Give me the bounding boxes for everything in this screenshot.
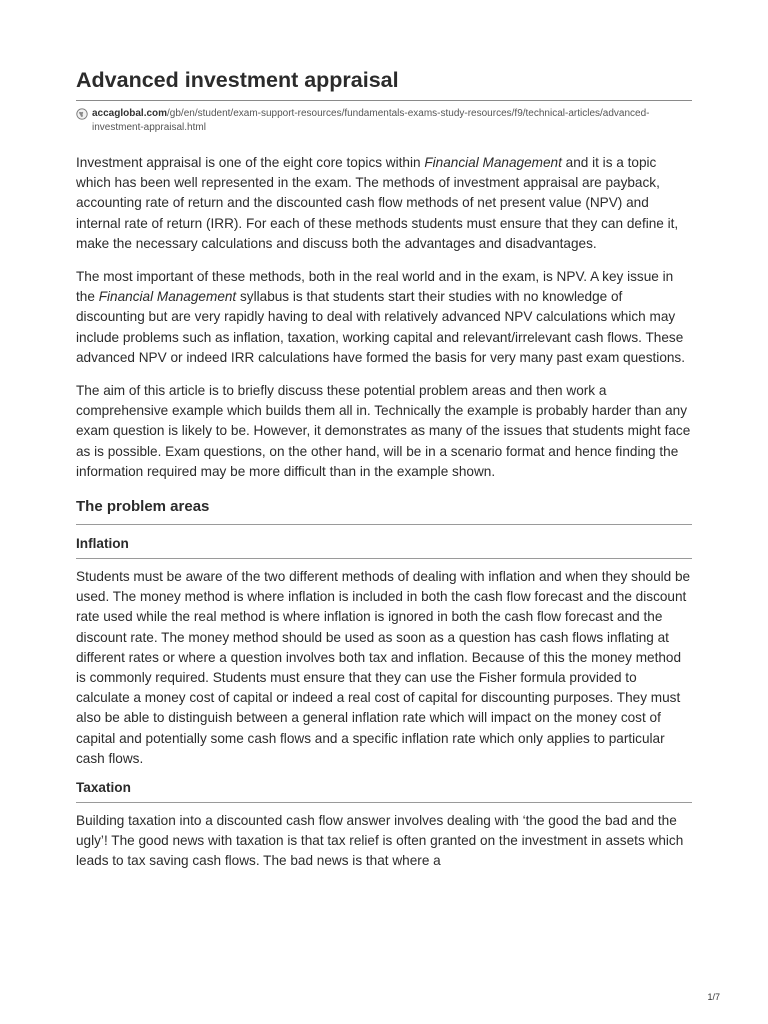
intro-paragraph-2 — [76, 267, 692, 368]
intro-p1-text-b: and it is a topic which has been well represented in the exam. The methods of investment appraisal are payback, accounting rate of return and the discounted cash flow methods of net present value (NPV) and internal rate of return (IRR). For each of these methods students must ensure that they can define it, make the necessary calculations and discuss both the advantages and disadvantages. — [76, 155, 679, 251]
inflation-heading: Inflation — [76, 535, 692, 559]
intro-p2-emphasis: Financial Management — [98, 289, 237, 305]
source-domain: accaglobal.com — [92, 108, 168, 119]
page-number: 1/7 — [707, 992, 720, 1002]
intro-paragraph-1 — [76, 153, 692, 254]
document-title: Advanced investment appraisal — [76, 66, 692, 101]
intro-p1-text-a: Investment appraisal is one of the eight core topics within — [76, 155, 425, 170]
taxation-heading: Taxation — [76, 779, 692, 803]
problem-areas-heading: The problem areas — [76, 497, 692, 525]
intro-p1-emphasis: Financial Management — [424, 155, 562, 170]
document-page — [76, 66, 692, 872]
intro-paragraph-3: The aim of this article is to briefly discuss these potential problem areas and then work a comprehensive example which builds them all in. Technically the example is probably harder than any exam question is likely to be. However, it demonstrates as many of the issues that students might face as is possible. Exam questions, on the other hand, will be in a scenario format and hence finding the information required may be more difficult than in the example shown. — [76, 383, 691, 479]
source-path: /gb/en/student/exam-support-resources/fundamentals-exams-study-resources/f9/technical-articles/advanced-investment-appraisal.html — [92, 108, 650, 133]
inflation-paragraph: Students must be aware of the two different methods of dealing with inflation and when they should be used. The money method is where inflation is included in both the cash flow forecast and the discount rate used while the real method is where inflation is ignored in both the cash flow forecast and the discount rate. The money method should be used as soon as a question has cash flows inflating at different rates or where a question involves both tax and inflation. Because of this the money method is commonly required. Students must ensure that they can use the Fisher formula provided to calculate a money cost of capital or indeed a real cost of capital for discounting purposes. They must also be able to distinguish between a general inflation rate which will impact on the money cost of capital and potentially some cash flows and a specific inflation rate which only applies to particular cash flows. — [76, 569, 691, 766]
source-url[interactable] — [76, 107, 692, 135]
taxation-paragraph: Building taxation into a discounted cash flow answer involves dealing with ‘the good the bad and the ugly’! The good news with taxation is that tax relief is often granted on the investment in assets which leads to tax saving cash flows. The bad news is that where a — [76, 813, 684, 869]
globe-icon — [76, 108, 88, 120]
intro-p2-text-b: syllabus is that students start their studies with no knowledge of discounting but are very rapidly having to deal with relatively advanced NPV calculations which may include problems such as inflation, taxation, working capital and relevant/irrelevant cash flows. These advanced NPV or indeed IRR calculations have formed the basis for very many past exam questions. — [76, 289, 686, 365]
source-url-text — [92, 107, 682, 135]
intro-p2-text-a: The most important of these methods, both in the real world and in the exam, is NPV. A key issue in the — [76, 269, 674, 305]
